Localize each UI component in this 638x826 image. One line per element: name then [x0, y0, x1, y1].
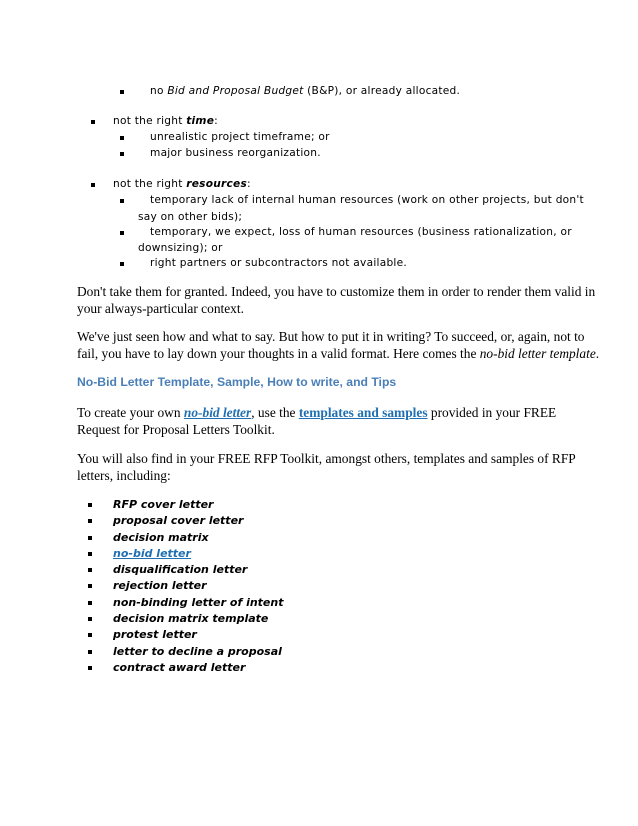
bullet-text-budget: no Bid and Proposal Budget (B&P), or already allocated. — [150, 85, 461, 97]
bullet-square-icon — [120, 199, 124, 203]
list-item: decision matrix template — [113, 611, 283, 627]
bullet-square-icon — [88, 503, 92, 507]
paragraph-line: Request for Proposal Letters Toolkit. — [77, 422, 275, 437]
list-item: decision matrix — [113, 530, 283, 546]
bullet-square-icon — [120, 231, 124, 235]
paragraph-line: You will also find in your FREE RFP Toolkit, amongst others, templates and samples of RFP — [77, 451, 576, 466]
bullet-square-icon — [88, 552, 92, 556]
bullet-text-lack-line1: temporary lack of internal human resources (work on other projects, but don't — [150, 194, 584, 206]
list-item: rejection letter — [113, 578, 283, 594]
list-item: RFP cover letter — [113, 497, 283, 513]
bullet-text-timeframe: unrealistic project timeframe; or — [150, 131, 330, 143]
bullet-text-loss-line1: temporary, we expect, loss of human resources (business rationalization, or — [150, 226, 572, 238]
list-item: proposal cover letter — [113, 513, 283, 529]
bullet-square-icon — [91, 120, 95, 124]
list-item: non-binding letter of intent — [113, 595, 283, 611]
paragraph-line: To create your own no-bid letter, use the templates and samples provided in your FREE — [77, 405, 557, 420]
bullet-square-icon — [88, 584, 92, 588]
list-item: disqualification letter — [113, 562, 283, 578]
bullet-square-icon — [88, 650, 92, 654]
paragraph-line: fail, you have to lay down your thoughts in a valid format. Here comes the no-bid letter template. — [77, 346, 600, 361]
bullet-square-icon — [88, 568, 92, 572]
bullet-text-loss-line2: downsizing); or — [138, 242, 223, 254]
paragraph-line: We've just seen how and what to say. But how to put it in writing? To succeed, or, again, not to — [77, 329, 585, 344]
templates-and-samples-link[interactable]: templates and samples — [298, 405, 428, 420]
letters-list — [113, 497, 283, 676]
list-item: protest letter — [113, 627, 283, 643]
bullet-text-resources: not the right resources: — [113, 178, 251, 190]
bullet-text-time: not the right time: — [113, 115, 218, 127]
section-heading: No-Bid Letter Template, Sample, How to write, and Tips — [77, 375, 397, 389]
no-bid-letter-link[interactable]: no-bid letter — [183, 405, 252, 420]
bullet-text-reorganization: major business reorganization. — [150, 147, 321, 159]
bullet-square-icon — [120, 262, 124, 266]
list-item: letter to decline a proposal — [113, 644, 283, 660]
bullet-square-icon — [88, 601, 92, 605]
bullet-square-icon — [120, 90, 124, 94]
paragraph-line: letters, including: — [77, 468, 171, 483]
bullet-text-partners: right partners or subcontractors not available. — [150, 257, 407, 269]
bullet-square-icon — [88, 633, 92, 637]
no-bid-letter-list-link[interactable]: no-bid letter — [113, 546, 191, 560]
bullet-square-icon — [120, 152, 124, 156]
paragraph-line: your always-particular context. — [77, 301, 244, 316]
list-item: contract award letter — [113, 660, 283, 676]
list-item-link[interactable] — [113, 546, 283, 562]
paragraph-line: Don't take them for granted. Indeed, you have to customize them in order to render them valid in — [77, 284, 596, 299]
bullet-square-icon — [88, 617, 92, 621]
bullet-square-icon — [91, 183, 95, 187]
bullet-square-icon — [120, 136, 124, 140]
bullet-square-icon — [88, 519, 92, 523]
bullet-text-lack-line2: say on other bids); — [138, 211, 243, 223]
bullet-square-icon — [88, 666, 92, 670]
bullet-square-icon — [88, 536, 92, 540]
